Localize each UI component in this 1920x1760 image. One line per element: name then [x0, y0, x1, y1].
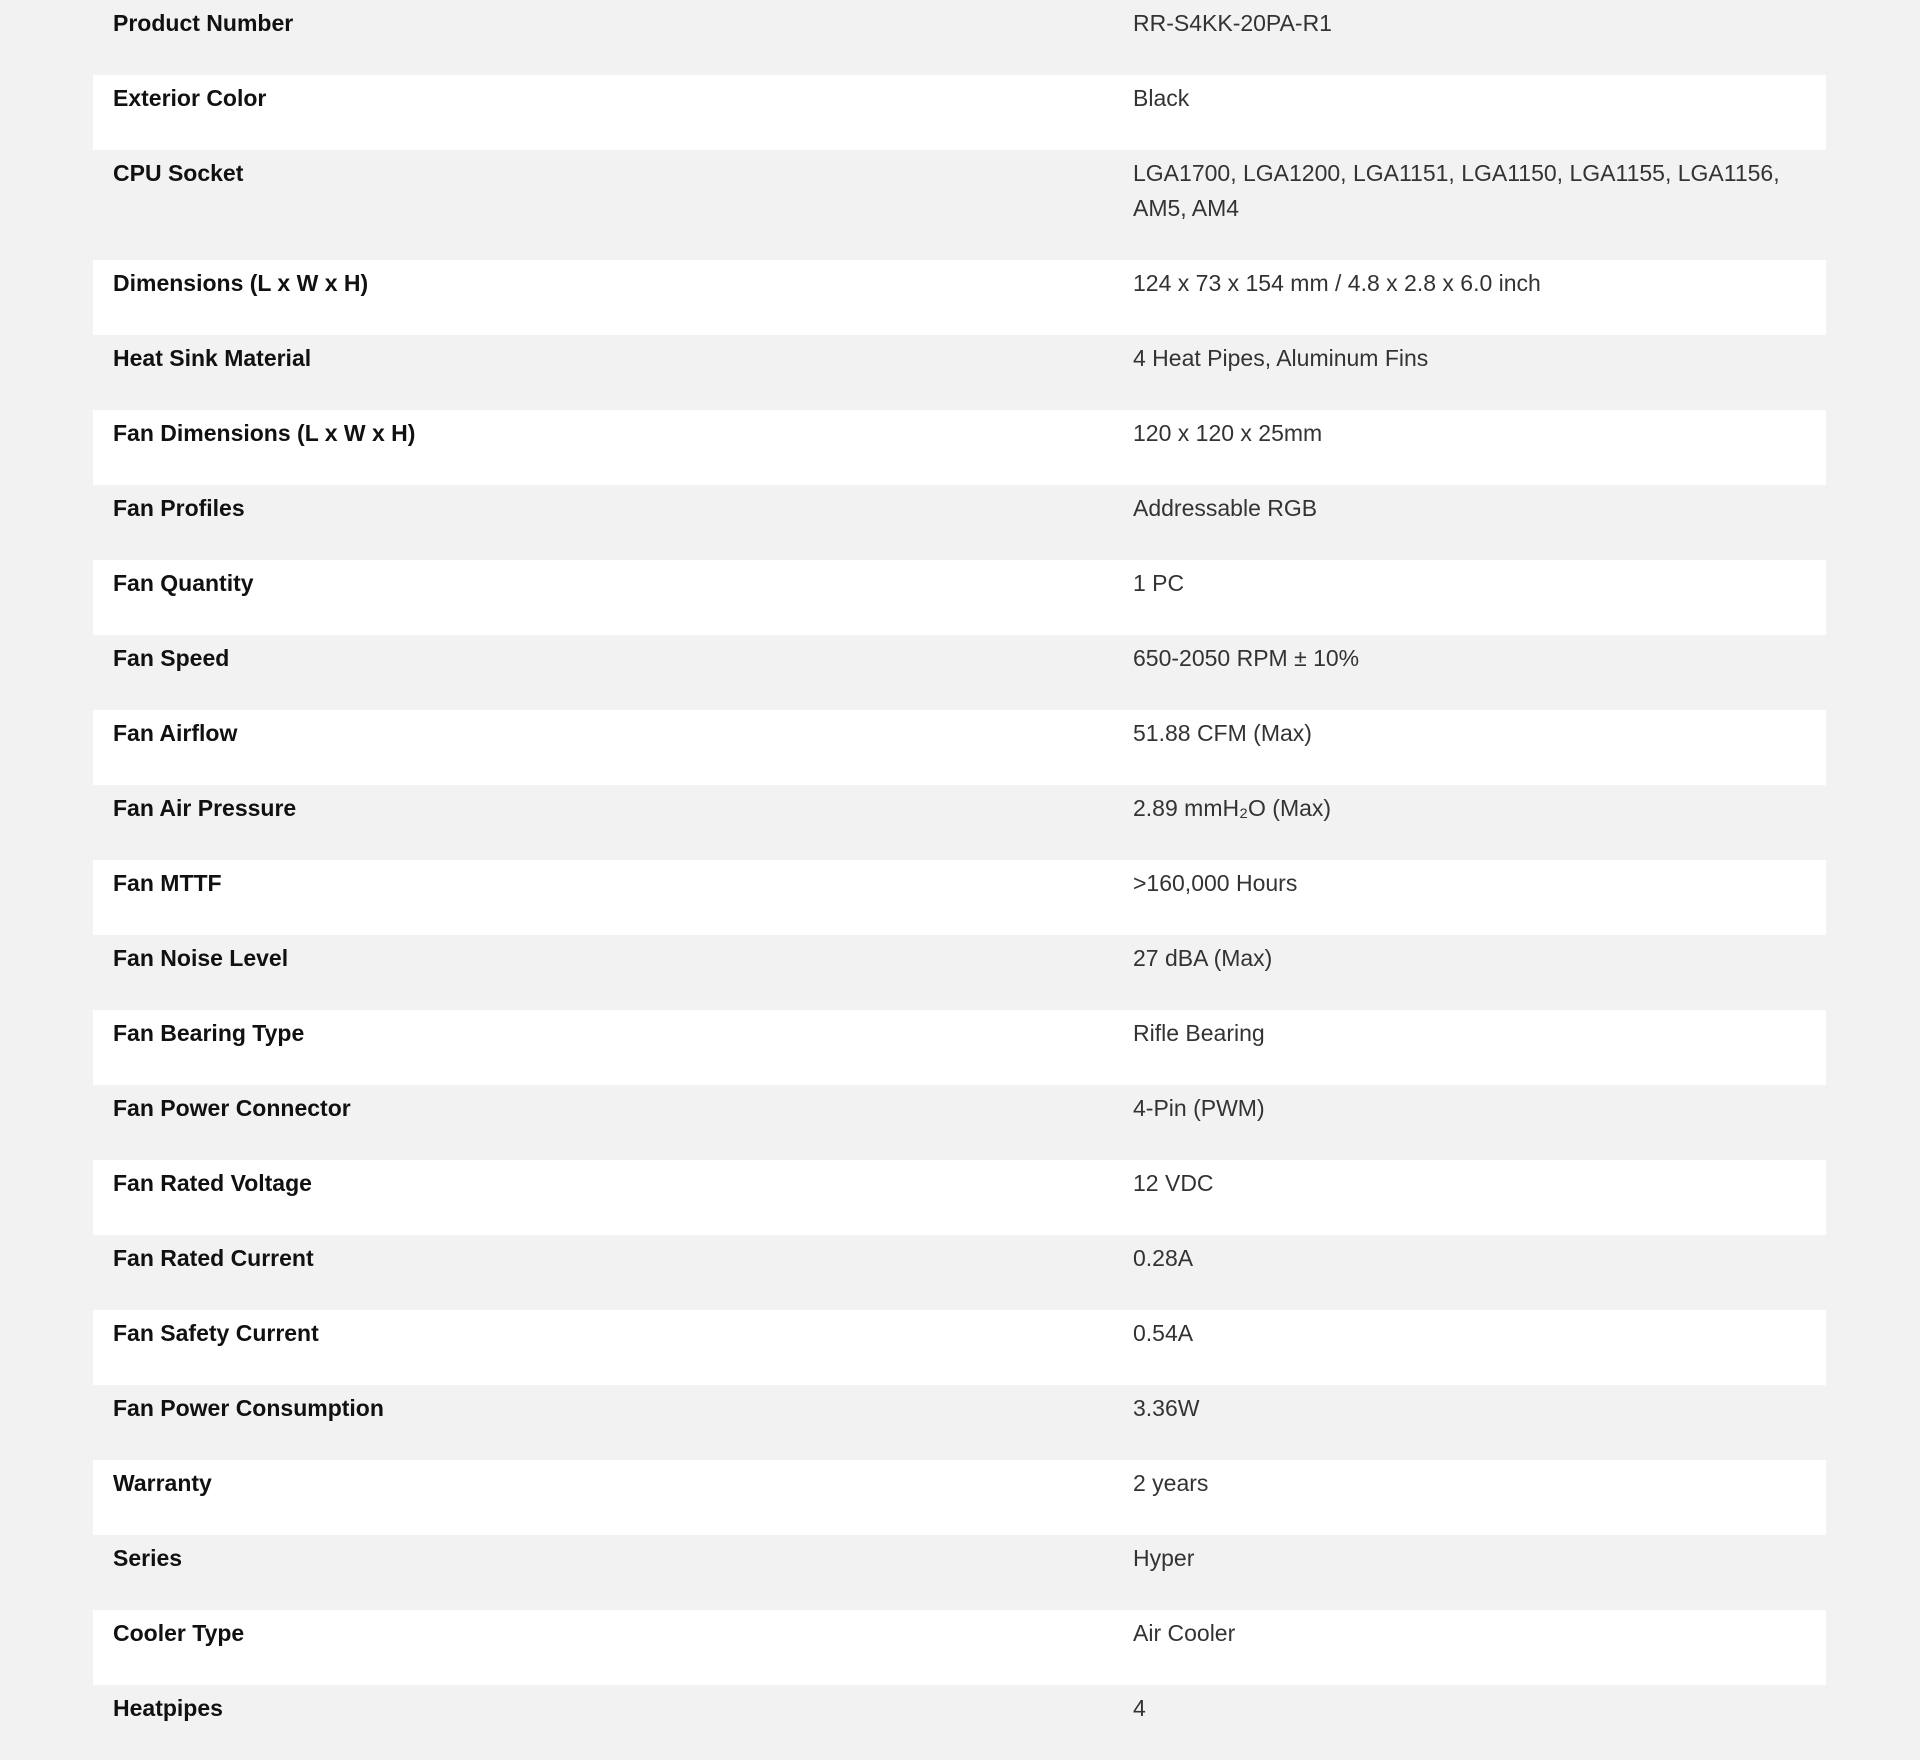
spec-label: Fan Air Pressure	[113, 795, 297, 821]
spec-row-fan-power-consumption	[93, 1385, 1826, 1460]
spec-label: Fan Power Consumption	[113, 1395, 384, 1421]
spec-label: Fan Dimensions (L x W x H)	[113, 420, 416, 446]
spec-row-cooler-type	[93, 1610, 1826, 1685]
spec-value: 3.36W	[1133, 1395, 1200, 1421]
spec-value: 4-Pin (PWM)	[1133, 1095, 1265, 1121]
spec-label: Heat Sink Material	[113, 345, 312, 371]
spec-label: Fan Rated Voltage	[113, 1170, 312, 1196]
spec-value: Black	[1133, 85, 1190, 111]
spec-row-cpu-socket	[93, 150, 1826, 260]
spec-label: Fan Quantity	[113, 570, 254, 596]
spec-label: Fan Speed	[113, 645, 230, 671]
spec-label: Fan Rated Current	[113, 1245, 314, 1271]
spec-value: 0.28A	[1133, 1245, 1194, 1271]
spec-value: 4 Heat Pipes, Aluminum Fins	[1133, 345, 1429, 371]
spec-value: Air Cooler	[1133, 1620, 1236, 1646]
spec-row-fan-power-connector	[93, 1085, 1826, 1160]
spec-value: 650-2050 RPM ± 10%	[1133, 645, 1360, 671]
spec-value: 120 x 120 x 25mm	[1133, 420, 1323, 446]
spec-label: Fan MTTF	[113, 870, 222, 896]
spec-row-fan-bearing-type	[93, 1010, 1826, 1085]
spec-row-fan-rated-voltage	[93, 1160, 1826, 1235]
spec-label: Heatpipes	[113, 1695, 223, 1721]
spec-row-heat-sink-material	[93, 335, 1826, 410]
spec-row-fan-mttf	[93, 860, 1826, 935]
spec-table	[93, 0, 1826, 1760]
spec-row-product-number	[93, 0, 1826, 75]
spec-label: Warranty	[113, 1470, 212, 1496]
spec-value: 2 years	[1133, 1470, 1209, 1496]
spec-value: 12 VDC	[1133, 1170, 1214, 1196]
spec-value: 2.89 mmH₂O (Max)	[1133, 795, 1332, 821]
spec-value: 51.88 CFM (Max)	[1133, 720, 1312, 746]
spec-row-fan-air-pressure	[93, 785, 1826, 860]
spec-row-series	[93, 1535, 1826, 1610]
spec-label: Dimensions (L x W x H)	[113, 270, 369, 296]
spec-value: >160,000 Hours	[1133, 870, 1298, 896]
spec-row-fan-dimensions	[93, 410, 1826, 485]
spec-value: RR-S4KK-20PA-R1	[1133, 10, 1332, 36]
spec-value: Rifle Bearing	[1133, 1020, 1265, 1046]
spec-row-fan-noise-level	[93, 935, 1826, 1010]
spec-label: CPU Socket	[113, 160, 244, 186]
spec-row-fan-speed	[93, 635, 1826, 710]
spec-row-fan-profiles	[93, 485, 1826, 560]
spec-row-warranty	[93, 1460, 1826, 1535]
spec-value: 4	[1133, 1695, 1146, 1721]
spec-row-fan-airflow	[93, 710, 1826, 785]
spec-value: 0.54A	[1133, 1320, 1194, 1346]
spec-label: Fan Airflow	[113, 720, 238, 746]
spec-value: Addressable RGB	[1133, 495, 1318, 521]
spec-row-fan-rated-current	[93, 1235, 1826, 1310]
spec-label: Fan Profiles	[113, 495, 245, 521]
spec-label: Fan Safety Current	[113, 1320, 319, 1346]
spec-value: 1 PC	[1133, 570, 1185, 596]
spec-label: Series	[113, 1545, 183, 1571]
spec-label: Product Number	[113, 10, 294, 36]
spec-label: Cooler Type	[113, 1620, 245, 1646]
spec-row-exterior-color	[93, 75, 1826, 150]
spec-label: Fan Bearing Type	[113, 1020, 305, 1046]
spec-value: 124 x 73 x 154 mm / 4.8 x 2.8 x 6.0 inch	[1133, 270, 1541, 296]
spec-value: LGA1700, LGA1200, LGA1151, LGA1150, LGA1155, LGA1156, AM5, AM4	[1133, 160, 1780, 221]
spec-value: 27 dBA (Max)	[1133, 945, 1273, 971]
spec-value: Hyper	[1133, 1545, 1195, 1571]
spec-row-fan-quantity	[93, 560, 1826, 635]
spec-label: Exterior Color	[113, 85, 267, 111]
spec-row-fan-safety-current	[93, 1310, 1826, 1385]
spec-label: Fan Power Connector	[113, 1095, 351, 1121]
spec-row-dimensions	[93, 260, 1826, 335]
spec-label: Fan Noise Level	[113, 945, 289, 971]
spec-row-heatpipes	[93, 1685, 1826, 1760]
